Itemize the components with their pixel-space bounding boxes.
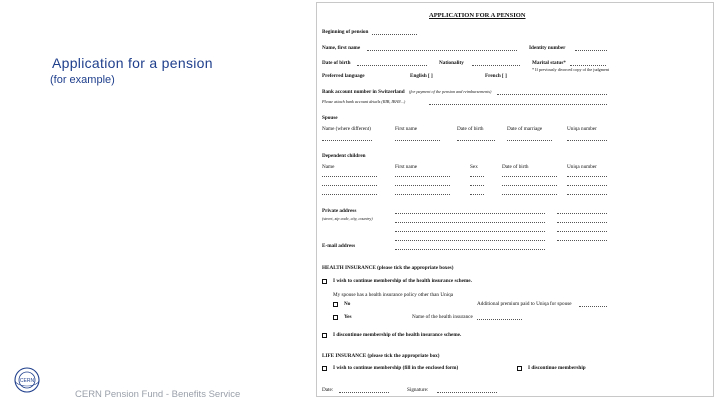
life-continue-label: I wish to continue membership (fill in the enclosed form) — [333, 365, 459, 371]
child-1-name[interactable] — [322, 176, 377, 177]
pension-form-document — [316, 2, 714, 397]
language-label: Preferred language — [322, 73, 365, 79]
address-line-3[interactable] — [395, 231, 545, 232]
spouse-col-name: Name (where different) — [322, 126, 371, 132]
children-col-dob: Date of birth — [502, 164, 529, 170]
spouse-col-firstname: First name — [395, 126, 418, 132]
email-field[interactable] — [395, 249, 545, 250]
spouse-firstname-field[interactable] — [395, 140, 440, 141]
signature-label: Signature: — [407, 387, 429, 393]
yes-label: Yes — [344, 314, 352, 320]
child-1-uniqa[interactable] — [567, 176, 607, 177]
spouse-col-dob: Date of birth — [457, 126, 484, 132]
dob-field[interactable] — [357, 65, 427, 66]
cern-logo-icon — [12, 365, 42, 395]
child-2-sex[interactable] — [470, 185, 484, 186]
child-1-dob[interactable] — [502, 176, 557, 177]
slide-title: Application for a pension — [52, 55, 213, 71]
address-note: (street, zip code, city, country) — [322, 216, 373, 221]
spouse-heading: Spouse — [322, 115, 338, 121]
child-3-sex[interactable] — [470, 194, 484, 195]
health-heading: HEALTH INSURANCE (please tick the appropriate boxes) — [322, 265, 454, 271]
spouse-col-uniqa: Uniqa number — [567, 126, 597, 132]
yes-checkbox[interactable] — [333, 315, 338, 320]
additional-premium-field[interactable] — [579, 306, 607, 307]
children-col-uniqa: Uniqa number — [567, 164, 597, 170]
private-address-label: Private address — [322, 208, 357, 214]
address-line-3b[interactable] — [557, 231, 607, 232]
cern-logo-text: CERN — [19, 378, 35, 384]
child-3-name[interactable] — [322, 194, 377, 195]
child-3-dob[interactable] — [502, 194, 557, 195]
health-continue-label: I wish to continue membership of the health insurance scheme. — [333, 278, 472, 284]
insurer-label: Name of the health insurance — [412, 314, 473, 320]
child-3-uniqa[interactable] — [567, 194, 607, 195]
slide-subtitle: (for example) — [50, 74, 115, 86]
spouse-policy-label: My spouse has a health insurance policy other than Uniqa — [333, 292, 454, 298]
insurer-field[interactable] — [477, 319, 522, 320]
children-col-name: Name — [322, 164, 335, 170]
identity-field[interactable] — [575, 50, 607, 51]
beginning-field[interactable] — [372, 34, 417, 35]
no-label: No — [344, 301, 351, 307]
additional-premium-label: Additional premium paid to Uniqa for spouse — [477, 301, 572, 307]
child-2-dob[interactable] — [502, 185, 557, 186]
spouse-uniqa-field[interactable] — [567, 140, 607, 141]
children-col-firstname: First name — [395, 164, 418, 170]
discontinue-health-label: I discontinue membership of the health insurance scheme. — [333, 332, 462, 338]
beginning-label: Beginning of pension — [322, 29, 369, 35]
address-line-4[interactable] — [395, 240, 545, 241]
children-col-sex: Sex — [470, 164, 478, 170]
spouse-dob-field[interactable] — [457, 140, 495, 141]
child-3-firstname[interactable] — [395, 194, 450, 195]
french-option[interactable]: French [ ] — [485, 73, 507, 79]
dob-label: Date of birth — [322, 60, 351, 66]
english-option[interactable]: English [ ] — [410, 73, 433, 79]
life-discontinue-checkbox[interactable] — [517, 366, 522, 371]
life-heading: LIFE INSURANCE (please tick the appropriate box) — [322, 353, 440, 359]
child-2-uniqa[interactable] — [567, 185, 607, 186]
address-line-2b[interactable] — [557, 222, 607, 223]
spouse-name-field[interactable] — [322, 140, 372, 141]
life-discontinue-label: I discontinue membership — [528, 365, 586, 371]
nationality-label: Nationality — [439, 60, 464, 66]
marital-label: Marital status* — [532, 60, 566, 66]
child-2-name[interactable] — [322, 185, 377, 186]
identity-label: Identity number — [529, 45, 566, 51]
discontinue-health-checkbox[interactable] — [322, 333, 327, 338]
name-field[interactable] — [367, 50, 517, 51]
address-line-4b[interactable] — [557, 240, 607, 241]
signature-field[interactable] — [437, 392, 497, 393]
spouse-col-marriage: Date of marriage — [507, 126, 543, 132]
address-line-1[interactable] — [395, 213, 545, 214]
no-checkbox[interactable] — [333, 302, 338, 307]
spouse-marriage-field[interactable] — [507, 140, 552, 141]
date-label: Date: — [322, 387, 334, 393]
child-2-firstname[interactable] — [395, 185, 450, 186]
bank-attach-field[interactable] — [429, 104, 607, 105]
bank-label: Bank account number in Switzerland — [322, 89, 405, 95]
child-1-firstname[interactable] — [395, 176, 450, 177]
address-line-1b[interactable] — [557, 213, 607, 214]
bank-note: (for payment of the pension and reimbursements) — [409, 89, 492, 94]
address-line-2[interactable] — [395, 222, 545, 223]
life-continue-checkbox[interactable] — [322, 366, 327, 371]
marital-note: * If previously divorced copy of the judgment — [532, 67, 610, 72]
health-continue-checkbox[interactable] — [322, 279, 327, 284]
form-heading: APPLICATION FOR A PENSION — [429, 12, 526, 19]
nationality-field[interactable] — [472, 65, 520, 66]
children-heading: Dependent children — [322, 153, 366, 159]
bank-note-2: Please attach bank account details (RIB, IBAN...) — [322, 99, 406, 104]
footer-text: CERN Pension Fund - Benefits Service — [75, 389, 241, 400]
date-field[interactable] — [339, 392, 389, 393]
email-label: E-mail address — [322, 243, 356, 249]
child-1-sex[interactable] — [470, 176, 484, 177]
marital-field[interactable] — [570, 65, 606, 66]
bank-field[interactable] — [497, 94, 607, 95]
name-label: Name, first name — [322, 45, 361, 51]
